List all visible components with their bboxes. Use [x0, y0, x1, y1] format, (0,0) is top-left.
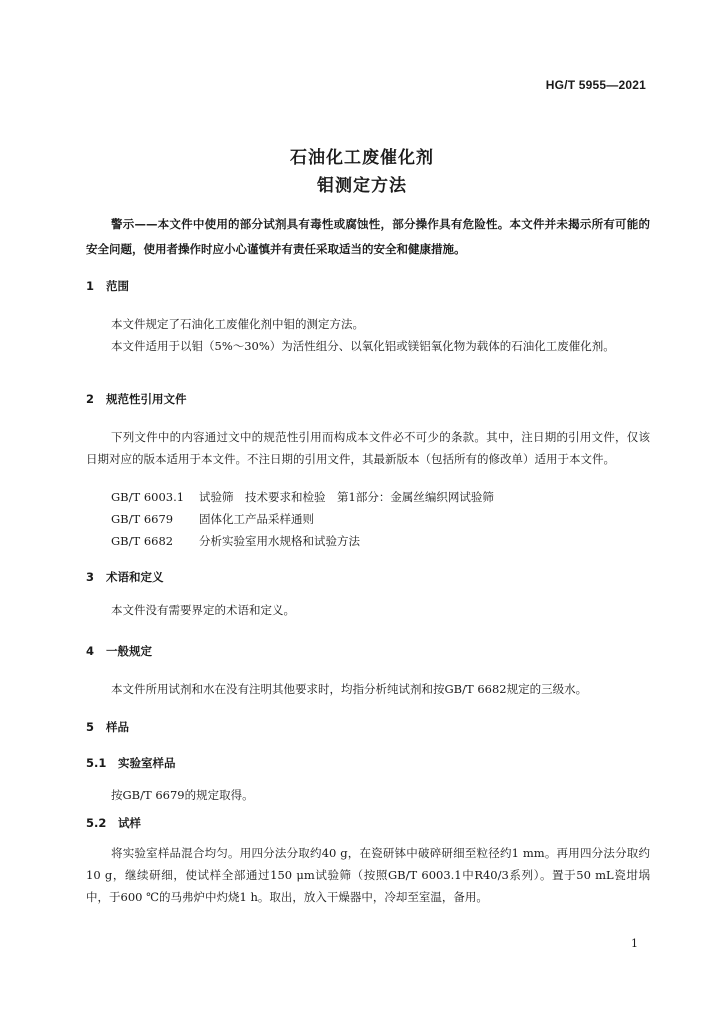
section-5-2-paragraph-1: 将实验室样品混合均匀。用四分法分取约40 g，在瓷研钵中破碎研细至粒径约1 mm。再用四分法分取约10 g，继续研细，使试样全部通过150 μm试验筛（按照GB/T 6003.1中R40/3系列）。置于50 mL瓷坩埚中，于600 ℃的马弗炉中灼烧1 h。取出，放入干燥器中，冷却至室温，备用。 [86, 846, 650, 904]
section-1-paragraph-1: 本文件规定了石油化工废催化剂中钼的测定方法。 [111, 317, 364, 331]
reference-item [111, 489, 494, 505]
section-title: 实验室样品 [118, 756, 176, 770]
section-1-paragraph-2: 本文件适用于以钼（5%～30%）为活性组分、以氧化铝或镁铝氧化物为载体的石油化工废催化剂。 [111, 339, 615, 353]
page-number: 1 [631, 937, 638, 950]
section-1-heading [86, 278, 129, 294]
section-title: 一般规定 [106, 644, 152, 658]
safety-warning: 警示——本文件中使用的部分试剂具有毒性或腐蚀性，部分操作具有危险性。本文件并未揭示所有可能的安全问题，使用者操作时应小心谨慎并有责任采取适当的安全和健康措施。 [86, 217, 650, 256]
document-title-line1: 石油化工废催化剂 [290, 148, 434, 168]
reference-title: 分析实验室用水规格和试验方法 [199, 534, 360, 548]
section-5-1-paragraph-1: 按GB/T 6679的规定取得。 [111, 788, 254, 802]
section-number: 5.1 [86, 756, 107, 770]
reference-code: GB/T 6679 [111, 512, 174, 526]
section-title: 术语和定义 [106, 570, 164, 584]
section-3-heading [86, 569, 164, 585]
section-4-paragraph-1: 本文件所用试剂和水在没有注明其他要求时，均指分析纯试剂和按GB/T 6682规定的三级水。 [111, 682, 588, 696]
reference-item [111, 533, 360, 549]
section-number: 5.2 [86, 816, 107, 830]
document-title-line2: 钼测定方法 [317, 176, 407, 196]
section-number: 5 [86, 720, 95, 734]
section-2-paragraph-1: 下列文件中的内容通过文中的规范性引用而构成本文件必不可少的条款。其中，注日期的引用文件，仅该日期对应的版本适用于本文件。不注日期的引用文件，其最新版本（包括所有的修改单）适用于本文件。 [86, 430, 650, 466]
section-5-1-heading [86, 755, 176, 771]
standard-number: HG/T 5955—2021 [545, 78, 646, 92]
section-title: 范围 [106, 279, 129, 293]
section-number: 3 [86, 570, 95, 584]
reference-code: GB/T 6003.1 [111, 490, 185, 504]
reference-item [111, 511, 314, 527]
section-number: 2 [86, 392, 95, 406]
section-3-paragraph-1: 本文件没有需要界定的术语和定义。 [111, 603, 295, 617]
section-5-heading [86, 719, 129, 735]
section-title: 样品 [106, 720, 129, 734]
reference-title: 固体化工产品采样通则 [199, 512, 314, 526]
section-number: 1 [86, 279, 95, 293]
section-5-2-heading [86, 815, 141, 831]
section-2-heading [86, 391, 187, 407]
section-number: 4 [86, 644, 95, 658]
section-title: 规范性引用文件 [106, 392, 187, 406]
reference-code: GB/T 6682 [111, 534, 174, 548]
section-4-heading [86, 643, 152, 659]
section-title: 试样 [118, 816, 141, 830]
reference-title: 试验筛 技术要求和检验 第1部分：金属丝编织网试验筛 [199, 490, 494, 504]
